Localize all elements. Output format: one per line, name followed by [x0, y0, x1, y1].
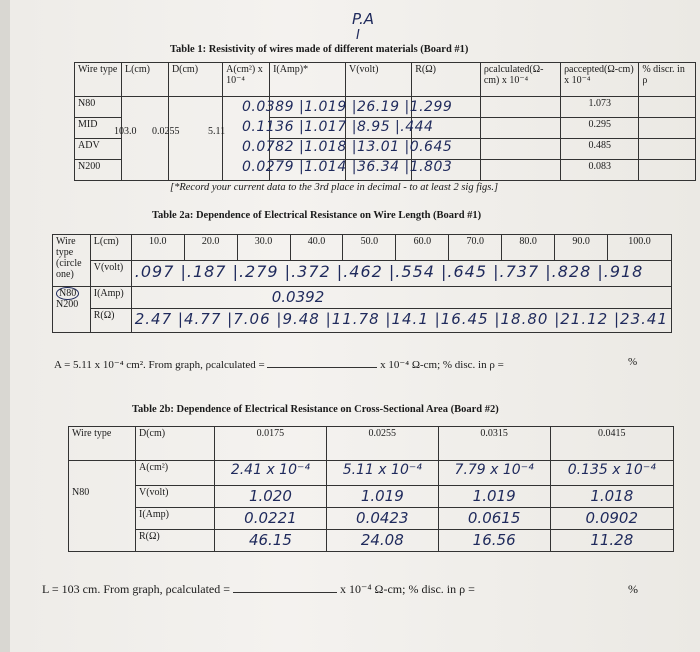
resistance-value: 46.15 — [215, 530, 327, 552]
length-value: 40.0 — [290, 235, 343, 261]
table2b-length-line: L = 103 cm. From graph, ρcalculated = x 10⁻⁴ Ω-cm; % disc. in ρ = — [42, 582, 475, 596]
length-label: L(cm) — [90, 235, 131, 261]
accepted-rho: 0.295 — [561, 118, 639, 139]
resistance-values: 2.47 |4.77 |7.06 |9.48 |11.78 |14.1 |16.45 |18.80 |21.12 |23.41 — [131, 309, 671, 333]
resistance-value: 16.56 — [438, 530, 550, 552]
length-value: 20.0 — [184, 235, 237, 261]
table2a — [52, 234, 672, 333]
wire-value: N80 — [69, 461, 136, 552]
current-value: 0.0392 — [131, 287, 671, 309]
table2b-title: Table 2b: Dependence of Electrical Resistance on Cross-Sectional Area (Board #2) — [132, 404, 499, 415]
table2a-percent: % — [628, 356, 638, 368]
wire-type-label: Wire type (circle one) — [53, 235, 91, 287]
header-wire-type: Wire type — [75, 63, 122, 97]
table2b — [68, 426, 674, 552]
area-label: A(cm²) — [136, 461, 215, 486]
voltage-label: V(volt) — [90, 261, 131, 287]
table2a-title: Table 2a: Dependence of Electrical Resistance on Wire Length (Board #1) — [152, 210, 482, 221]
current-label: I(Amp) — [136, 508, 215, 530]
handwritten-row-n200: 0.0279 |1.014 |36.34 |1.803 — [242, 159, 453, 175]
wire-cell: N80 — [75, 97, 122, 118]
area-value: 2.41 x 10⁻⁴ — [215, 461, 327, 486]
resistance-label: R(Ω) — [90, 309, 131, 333]
voltage-value: 1.019 — [438, 486, 550, 508]
mid-diameter: 0.0255 — [152, 126, 180, 137]
handwritten-row-n80: 0.0389 |1.019 |26.19 |1.299 — [242, 99, 453, 115]
header-rho-calculated: ρcalculated(Ω-cm) x 10⁻⁴ — [480, 63, 560, 97]
length-value: 80.0 — [502, 235, 555, 261]
voltage-label: V(volt) — [136, 486, 215, 508]
area-value: 5.11 x 10⁻⁴ — [326, 461, 438, 486]
header-resistance: R(Ω) — [412, 63, 481, 97]
accepted-rho: 0.485 — [561, 139, 639, 160]
header-current: I(Amp)* — [270, 63, 346, 97]
wire-cell: ADV — [75, 139, 122, 160]
area-value: 0.135 x 10⁻⁴ — [550, 461, 673, 486]
option-n200: N200 — [56, 299, 79, 310]
current-value: 0.0902 — [550, 508, 673, 530]
table2a-area-line: A = 5.11 x 10⁻⁴ cm². From graph, ρcalculated = x 10⁻⁴ Ω-cm; % disc. in ρ = — [54, 359, 504, 371]
length-value: 10.0 — [131, 235, 184, 261]
header-discrepancy: % discr. in ρ — [639, 63, 696, 97]
wire-cell: MID — [75, 118, 122, 139]
wire-type-options — [53, 287, 91, 333]
length-value: 100.0 — [608, 235, 672, 261]
circled-option: N80 — [56, 287, 79, 300]
accepted-rho: 1.073 — [561, 97, 639, 118]
table1-title: Table 1: Resistivity of wires made of different materials (Board #1) — [170, 44, 469, 55]
handwritten-pa: P.A — [352, 10, 375, 28]
header-rho-accepted: ρaccepted(Ω-cm) x 10⁻⁴ — [561, 63, 639, 97]
header-diameter: D(cm) — [168, 63, 222, 97]
length-value: 50.0 — [343, 235, 396, 261]
mid-area: 5.11 — [208, 126, 226, 137]
current-value: 0.0221 — [215, 508, 327, 530]
wire-type-label: Wire type — [69, 427, 136, 461]
resistance-label: R(Ω) — [136, 530, 215, 552]
diameter-value: 0.0415 — [550, 427, 673, 461]
handwritten-row-mid: 0.1136 |1.017 |8.95 |.444 — [242, 119, 434, 135]
area-value: 7.79 x 10⁻⁴ — [438, 461, 550, 486]
length-value: 90.0 — [555, 235, 608, 261]
table2b-percent: % — [628, 582, 638, 596]
handwritten-row-adv: 0.0782 |1.018 |13.01 |0.645 — [242, 139, 453, 155]
diameter-label: D(cm) — [136, 427, 215, 461]
mid-length: 103.0 — [114, 126, 137, 137]
voltage-value: 1.020 — [215, 486, 327, 508]
header-length: L(cm) — [121, 63, 168, 97]
diameter-value: 0.0315 — [438, 427, 550, 461]
diameter-value: 0.0255 — [326, 427, 438, 461]
length-value: 60.0 — [396, 235, 449, 261]
current-value: 0.0423 — [326, 508, 438, 530]
header-area: A(cm²) x 10⁻⁴ — [223, 63, 270, 97]
resistance-value: 11.28 — [550, 530, 673, 552]
accepted-rho: 0.083 — [561, 160, 639, 181]
worksheet-page — [10, 0, 700, 652]
resistance-value: 24.08 — [326, 530, 438, 552]
wire-cell: N200 — [75, 160, 122, 181]
handwritten-i: I — [356, 28, 360, 43]
current-value: 0.0615 — [438, 508, 550, 530]
current-label: I(Amp) — [90, 287, 131, 309]
header-voltage: V(volt) — [345, 63, 411, 97]
voltage-value: 1.019 — [326, 486, 438, 508]
diameter-value: 0.0175 — [215, 427, 327, 461]
length-value: 30.0 — [237, 235, 290, 261]
length-value: 70.0 — [449, 235, 502, 261]
voltage-value: 1.018 — [550, 486, 673, 508]
record-note: [*Record your current data to the 3rd place in decimal - to at least 2 sig figs.] — [170, 182, 499, 193]
voltage-values: .097 |.187 |.279 |.372 |.462 |.554 |.645 |.737 |.828 |.918 — [131, 261, 671, 287]
